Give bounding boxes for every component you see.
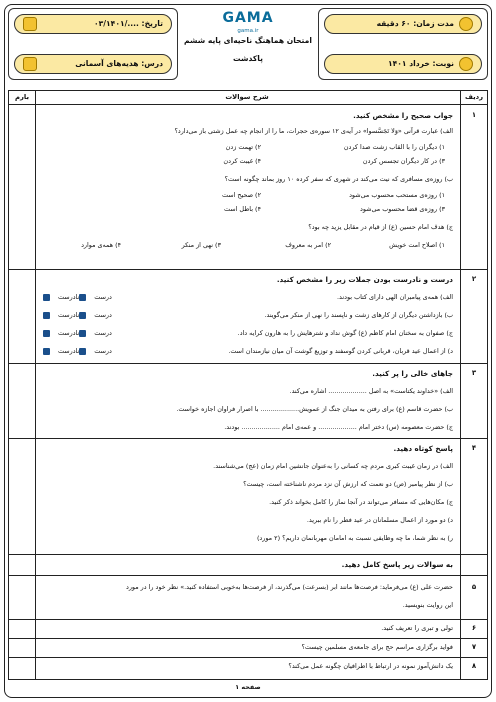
session-label: نوبت: خرداد ۱۴۰۱ — [388, 59, 454, 69]
statement: ج) صفوان به سخنان امام کاظم (ع) گوش نداد و شترهایش را به هارون کرایه داد. — [237, 329, 453, 337]
true-label: درست — [94, 293, 112, 301]
short-answer: ب) از نظر پیامبر (ص) دو نعمت که ارزش آن نزد مردم ناشناخته است، چیست؟ — [243, 480, 453, 488]
option: ۲) امر به معروف — [285, 241, 331, 249]
option: ۲) صحیح است — [221, 191, 261, 199]
question-2 — [33, 269, 461, 363]
session-pill — [324, 54, 482, 74]
question-text: الف) عبارت قرآنی «وَلا تَجَسَّسوا» در آیه‌ی ۱۲ سوره‌ی حجرات، ما را از انجام چه عمل زشتی باز می‌دارد؟ — [174, 127, 453, 135]
false-option[interactable] — [58, 311, 88, 319]
gama-logo — [215, 10, 281, 32]
false-label: نادرست — [58, 293, 80, 301]
checkbox-icon — [79, 330, 86, 337]
true-option[interactable] — [94, 329, 112, 337]
option: ۲) تهمت زدن — [225, 143, 261, 151]
subject-pill — [14, 54, 172, 74]
checkbox-icon[interactable] — [43, 348, 50, 355]
logo-text: GAMA — [222, 10, 274, 26]
true-false-choice — [43, 329, 112, 337]
header-center — [182, 10, 314, 78]
exam-title: امتحان هماهنگ ناحیه‌ای پایه ششم — [184, 36, 312, 45]
section-heading — [33, 554, 461, 575]
question-title: پاسخ کوتاه دهید. — [393, 444, 453, 453]
page-footer: صفحه ۱ — [235, 683, 261, 691]
sun-icon — [459, 57, 473, 71]
duration-label: مدت زمان: ۶۰ دقیقه — [376, 19, 454, 29]
option: ۴) غیبت کردن — [223, 157, 261, 165]
checkbox-icon[interactable] — [43, 294, 50, 301]
true-false-choice — [43, 311, 112, 319]
date-label: تاریخ: ..../۰۳/۱۴۰۱ — [94, 19, 163, 29]
score-header: بارم — [15, 93, 29, 102]
question-text: یک دانش‌آموز نمونه در ارتباط با اطرافیان چگونه عمل می‌کند؟ — [288, 662, 453, 670]
question-text: این روایت بنویسید. — [402, 601, 453, 609]
question-number: ۵ — [471, 583, 477, 591]
true-label: درست — [94, 311, 112, 319]
fill-blank: ب) حضرت قاسم (ع) برای رفتن به میدان جنگ از عمویش................... با اصرار فراوان اجازه خواست. — [176, 405, 453, 413]
question-title: جواب صحیح را مشخص کنید. — [353, 111, 453, 120]
checkbox-icon — [79, 312, 86, 319]
option: ۴) همه‌ی موارد — [81, 241, 121, 249]
question-5 — [33, 575, 461, 619]
question-title: جاهای خالی را پر کنید. — [372, 369, 453, 378]
question-number: ۶ — [471, 624, 477, 632]
false-option[interactable] — [58, 329, 88, 337]
false-label: نادرست — [58, 329, 80, 337]
true-option[interactable] — [94, 293, 112, 301]
option: ۱) اصلاح امت خویش — [389, 241, 445, 249]
books-icon — [23, 57, 37, 71]
option: ۴) باطل است — [223, 205, 261, 213]
true-false-choice — [43, 347, 112, 355]
question-6 — [33, 619, 461, 638]
checkbox-icon[interactable] — [43, 330, 50, 337]
section-title: به سوالات زیر پاسخ کامل دهید. — [341, 560, 453, 569]
fill-blank: الف) «خداوند یکتاست» به اصل ................... اشاره می‌کند. — [289, 387, 453, 395]
true-option[interactable] — [94, 347, 112, 355]
option: ۱) روزه‌ی مستحب محسوب می‌شود — [349, 191, 445, 199]
false-option[interactable] — [58, 293, 88, 301]
short-answer: ر) به نظر شما، ما چه وظایفی نسبت به امامان مهربانمان داریم؟ (۲ مورد) — [256, 534, 453, 542]
false-label: نادرست — [58, 311, 80, 319]
logo-sub: gama.ir — [237, 27, 259, 34]
checkbox-icon[interactable] — [43, 312, 50, 319]
question-text: ج) هدف امام حسین (ع) از قیام در مقابل یزید چه بود؟ — [308, 223, 453, 231]
question-8 — [33, 657, 461, 679]
fill-blank: ج) حضرت معصومه (س) دختر امام ................... و عمه‌ی امام ................... بودند. — [224, 423, 453, 431]
question-number: ۷ — [471, 643, 477, 651]
false-label: نادرست — [58, 347, 80, 355]
option: ۳) نهی از منکر — [181, 241, 221, 249]
option: ۳) در کار دیگران تجسس کردن — [362, 157, 445, 165]
short-answer: ج) مکان‌هایی که مسافر می‌تواند در آنجا نماز را کامل بخواند ذکر کنید. — [269, 498, 453, 506]
statement: د) از اعمال عید قربان، قربانی کردن گوسفند و توزیع گوشت آن میان نیازمندان است. — [228, 347, 453, 355]
question-number: ۳ — [471, 369, 477, 377]
header-questions-col — [33, 91, 461, 105]
question-title: درست و نادرست بودن جملات زیر را مشخص کنید. — [276, 275, 453, 284]
statement: الف) همه‌ی پیامبران الهی دارای کتاب بودند. — [336, 293, 453, 301]
row-header: ردیف — [464, 93, 484, 102]
question-7 — [33, 638, 461, 657]
true-label: درست — [94, 347, 112, 355]
false-option[interactable] — [58, 347, 88, 355]
duration-pill — [324, 14, 482, 34]
clock-icon — [459, 17, 473, 31]
question-text: فواید برگزاری مراسم حج برای جامعه‌ی مسلمین چیست؟ — [301, 643, 453, 651]
question-3 — [33, 363, 461, 438]
question-number: ۸ — [471, 662, 477, 670]
question-number: ۲ — [471, 275, 477, 283]
true-label: درست — [94, 329, 112, 337]
option: ۱) دیگران را با القاب زشت صدا کردن — [343, 143, 445, 151]
date-pill — [14, 14, 172, 34]
school-name: پاکدشت — [232, 54, 263, 63]
header-score-col — [9, 91, 35, 105]
option: ۳) روزه‌ی قضا محسوب می‌شود — [359, 205, 445, 213]
statement: ب) بازداشتن دیگران از کارهای زشت و ناپسند را نهی از منکر می‌گویند. — [264, 311, 453, 319]
question-text: تولی و تبری را تعریف کنید. — [381, 624, 453, 632]
question-text: حضرت علی (ع) می‌فرماید: فرصت‌ها مانند ابر (بسرعت) می‌گذرند، از فرصت‌ها به‌خوبی استفاده کنید.» نظر خود را در مورد — [125, 583, 453, 591]
question-4 — [33, 438, 461, 554]
question-number: ۴ — [471, 444, 477, 452]
checkbox-icon — [79, 294, 86, 301]
question-number: ۱ — [471, 111, 477, 119]
question-1 — [33, 105, 461, 269]
short-answer: د) دو مورد از اعمال مسلمانان در عید فطر را نام ببرید. — [306, 516, 453, 524]
header-row-col — [461, 91, 487, 105]
true-option[interactable] — [94, 311, 112, 319]
true-false-choice — [43, 293, 112, 301]
calendar-icon — [23, 17, 37, 31]
subject-label: درس: هدیه‌های آسمانی — [75, 59, 163, 69]
questions-header: شرح سوالات — [225, 93, 269, 102]
checkbox-icon — [79, 348, 86, 355]
question-text: ب) روزه‌ی مسافری که نیت می‌کند در شهری که سفر کرده ۱۰ روز بماند چگونه است؟ — [224, 175, 453, 183]
short-answer: الف) در زمان غیبت کبری مردم چه کسانی را به‌عنوان جانشین امام زمان (عج) می‌شناسند. — [213, 462, 453, 470]
questions-table — [8, 90, 488, 680]
